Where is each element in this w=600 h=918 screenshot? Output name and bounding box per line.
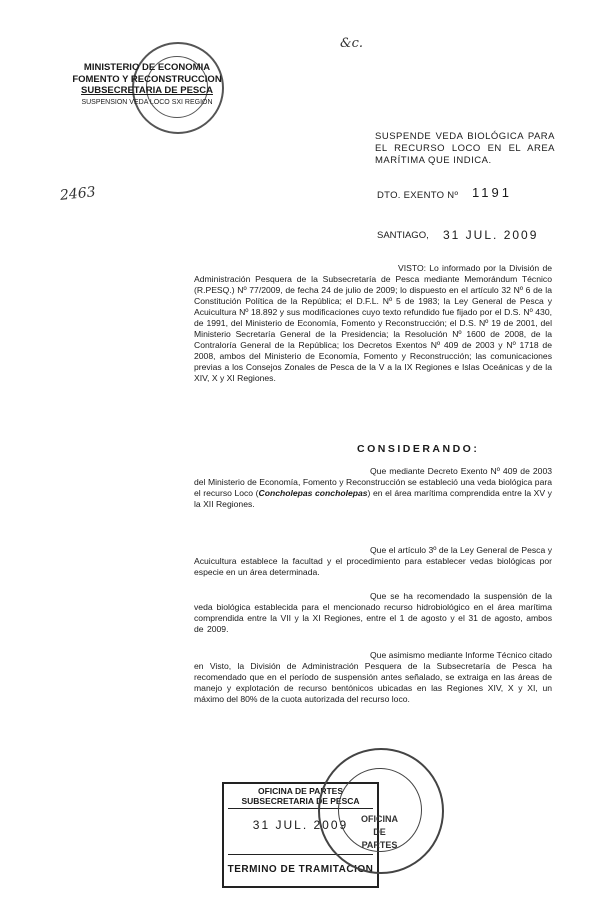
considerando-3 [194,591,552,635]
visto-paragraph [194,263,552,384]
stamp-status: TERMINO DE TRAMITACION [227,864,374,875]
considerando-1 [194,466,552,510]
considerando-1-text-a: Que mediante Decreto Exento Nº 409 de 2003 del Ministerio de Economía, Fomento y Reconstrucción se estableció una veda biológica para el recurso Loco ( [194,466,552,498]
office-seal-text [361,813,398,852]
decree-place: SANTIAGO, [377,230,429,241]
considerando-2 [194,545,552,578]
subsecretaria-line: SUBSECRETARIA DE PESCA [81,85,213,96]
considerando-1-text-b: ) en el área marítima comprendida entre la XV y la XII Regiones. [194,488,552,509]
handwritten-number: 2463 [59,184,97,204]
office-seal-line2: DE [373,827,386,837]
stamp-office-line1: OFICINA DE PARTES [257,786,343,796]
considerando-2-text: Que el artículo 3º de la Ley General de Pesca y Acuicultura establece la facultad y el procedimiento para establecer vedas biológicas por especie en un área determinada. [194,545,552,577]
corner-mark: &c. [340,36,363,51]
decree-subject: SUSPENDE VEDA BIOLÓGICA PARA EL RECURSO LOCO EN EL AREA MARÍTIMA QUE INDICA. [375,131,555,166]
decree-number: 1191 [472,185,512,200]
office-seal-line3: PARTES [361,840,398,850]
ministry-line2: FOMENTO Y RECONSTRUCCION [72,73,222,85]
stamp-office-line2: SUBSECRETARIA DE PESCA [241,796,360,806]
office-seal-line1: OFICINA [361,814,398,824]
decree-label: DTO. EXENTO Nº [377,190,459,201]
division-line: SUSPENSION VEDA LOCO SXI REGION [81,98,213,106]
ministry-line1: MINISTERIO DE ECONOMIA [83,62,211,73]
considerando-3-text: Que se ha recomendado la suspensión de la veda biológica establecida para el mencionado recurso hidrobiológico en el área marítima comprendida entre la VII y la XI Regiones, entre el 1 de agosto y el 31 de agosto, ambos de 2009. [194,591,552,634]
considerando-4-text: Que asimismo mediante Informe Técnico citado en Visto, la División de Administración Pesquera de la Subsecretaría de Pesca ha recomendado que en el período de suspensión antes señalado, se extraiga en las áreas de manejo y explotación de recurso bentónicos ubicadas en las Regiones XIV, X y XI, un máximo del 80% de la cuota autorizada del recurso loco. [194,650,552,704]
considerando-4 [194,650,552,705]
stamp-date: 31 JUL. 2009 [252,818,349,832]
visto-text: VISTO: Lo informado por la División de Administración Pesquera de la Subsecretaría de Pesca mediante Memorándum Técnico (R.PESQ.) Nº 77/2009, de fecha 24 de julio de 2009; lo dispuesto en el artículo 32 Nº 6 de la Constitución Política de la República; el D.F.L. Nº 5 de 1983; la Ley General de Pesca y Acuicultura Nº 18.892 y sus modificaciones cuyo texto refundido fue fijado por el D.S. Nº 430, de 1991, del Ministerio de Economía, Fomento y Reconstrucción; el D.S. Nº 19 de 2001, del Ministerio Secretaría General de la Presidencia; la Resolución Nº 1600 de 2008, de la Contraloría General de la República; los Decretos Exentos Nº 409 de 2003 y Nº 1718 de 2008, ambos del Ministerio de Economía, Fomento y Reconstrucción; las comunicaciones previas a los Consejos Zonales de Pesca de la V a la IX Regiones e Islas Oceánicas y de la XIV, X y XI Regiones. [194,263,552,383]
decree-date: 31 JUL. 2009 [443,228,539,242]
considerando-heading: CONSIDERANDO: [357,443,480,455]
ministry-heading [72,62,222,108]
species-name: Concholepas concholepas [258,488,368,498]
